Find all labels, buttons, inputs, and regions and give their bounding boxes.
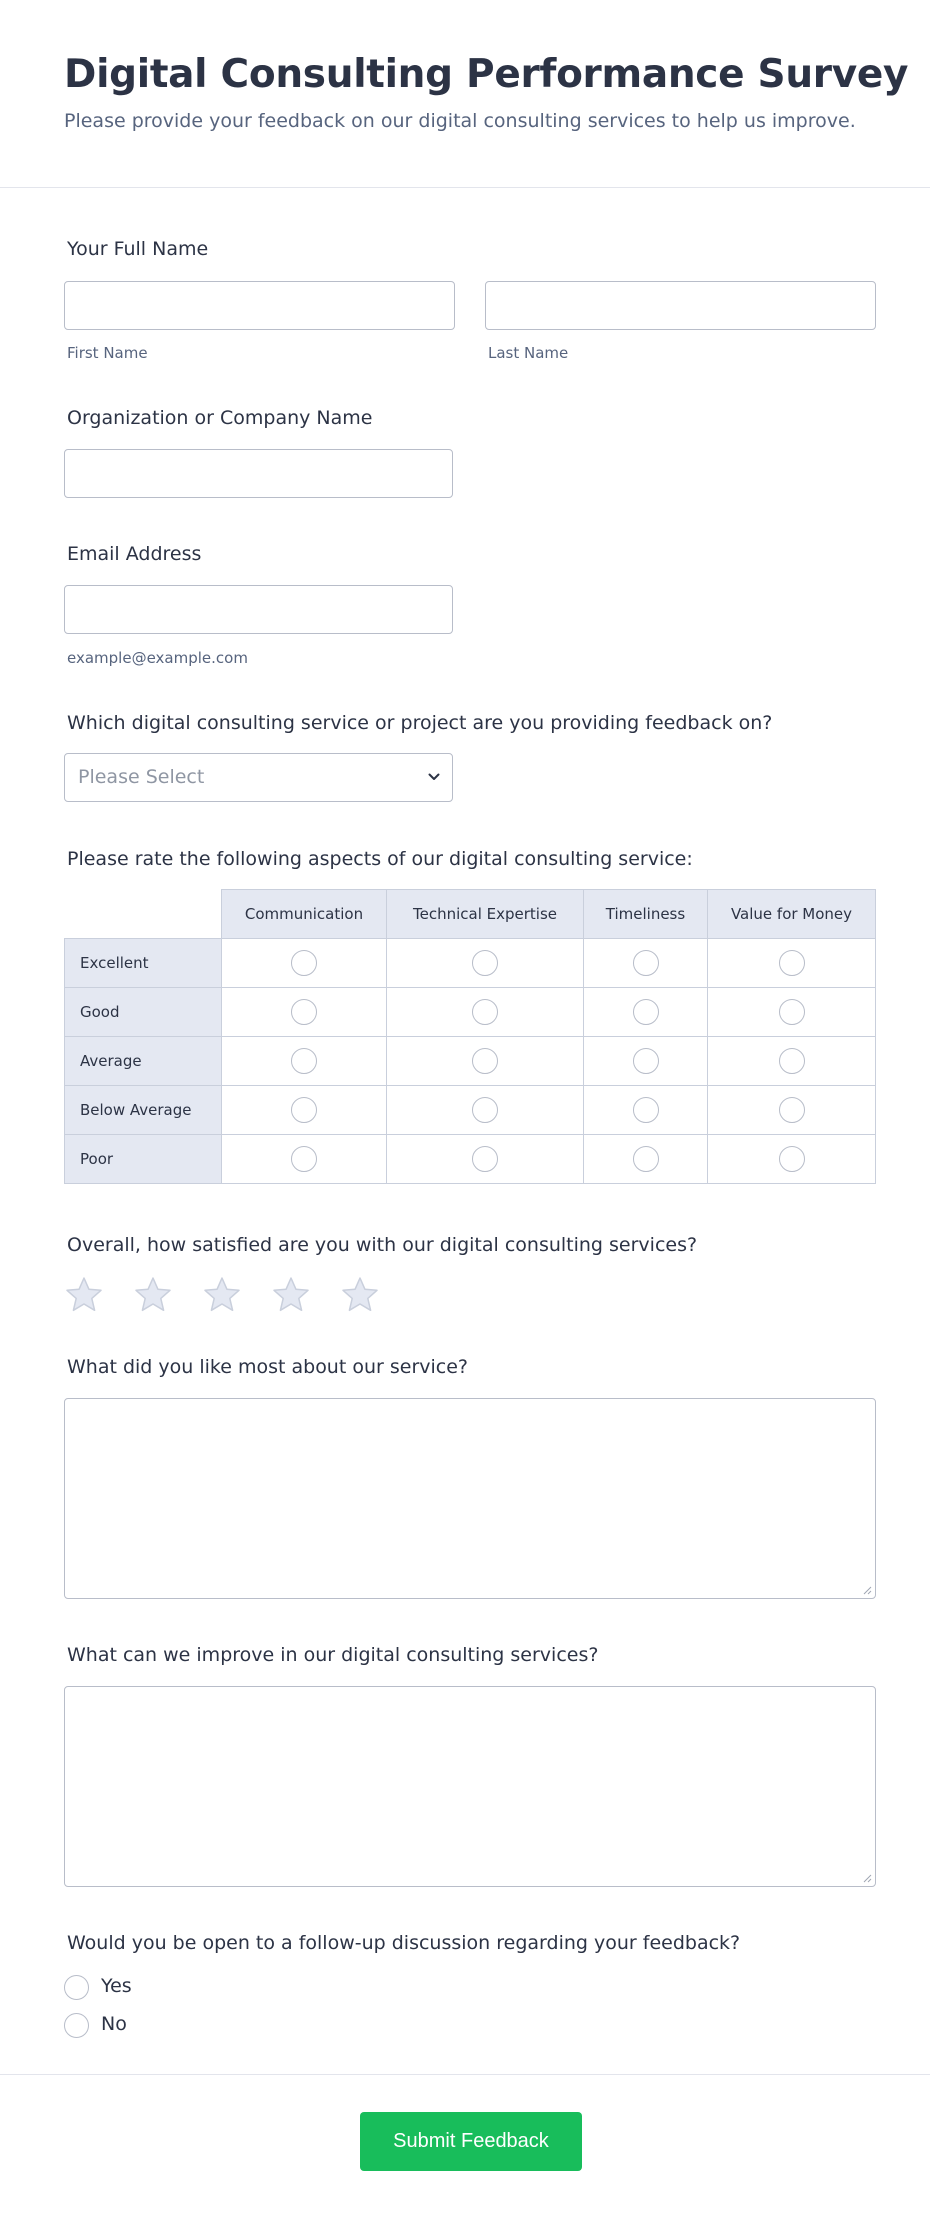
matrix-radio[interactable] <box>779 999 805 1025</box>
form-header <box>0 0 930 188</box>
matrix-radio[interactable] <box>633 1146 659 1172</box>
matrix-col-technical-expertise: Technical Expertise <box>386 889 584 939</box>
matrix-radio[interactable] <box>633 1048 659 1074</box>
page-subtitle: Please provide your feedback on our digital consulting services to help us improve. <box>64 110 856 132</box>
company-label: Organization or Company Name <box>67 407 373 429</box>
email-label: Email Address <box>67 543 202 565</box>
matrix-radio[interactable] <box>291 1097 317 1123</box>
rating-matrix-label: Please rate the following aspects of our digital consulting service: <box>67 848 693 870</box>
satisfaction-label: Overall, how satisfied are you with our digital consulting services? <box>67 1234 698 1256</box>
service-select-value: Please Select <box>78 766 205 788</box>
matrix-row-excellent: Excellent <box>64 938 222 988</box>
matrix-cell <box>221 938 387 988</box>
matrix-cell <box>386 1085 584 1135</box>
liked-textarea[interactable] <box>64 1398 876 1599</box>
star-icon[interactable] <box>340 1275 380 1315</box>
followup-label: Would you be open to a follow-up discussion regarding your feedback? <box>67 1932 741 1954</box>
matrix-cell <box>583 987 708 1037</box>
matrix-row-average: Average <box>64 1036 222 1086</box>
matrix-cell <box>221 987 387 1037</box>
star-icon[interactable] <box>271 1275 311 1315</box>
matrix-row-good: Good <box>64 987 222 1037</box>
full-name-label: Your Full Name <box>67 238 209 260</box>
matrix-radio[interactable] <box>472 1048 498 1074</box>
matrix-cell <box>583 1036 708 1086</box>
matrix-cell <box>707 938 876 988</box>
matrix-col-timeliness: Timeliness <box>583 889 708 939</box>
matrix-radio[interactable] <box>291 1048 317 1074</box>
email-input[interactable] <box>64 585 453 634</box>
email-sublabel: example@example.com <box>67 649 248 667</box>
last-name-input[interactable] <box>485 281 876 330</box>
matrix-radio[interactable] <box>779 1146 805 1172</box>
matrix-cell <box>386 938 584 988</box>
matrix-radio[interactable] <box>472 1146 498 1172</box>
matrix-cell <box>707 1036 876 1086</box>
improve-label: What can we improve in our digital consulting services? <box>67 1644 599 1666</box>
last-name-sublabel: Last Name <box>488 344 569 362</box>
improve-textarea[interactable] <box>64 1686 876 1887</box>
star-icon[interactable] <box>64 1275 104 1315</box>
matrix-radio[interactable] <box>779 1048 805 1074</box>
followup-yes-radio[interactable] <box>64 1975 89 2000</box>
matrix-radio[interactable] <box>291 1146 317 1172</box>
matrix-col-communication: Communication <box>221 889 387 939</box>
matrix-cell <box>386 1036 584 1086</box>
matrix-cell <box>707 987 876 1037</box>
matrix-radio[interactable] <box>633 999 659 1025</box>
matrix-cell <box>583 1134 708 1184</box>
matrix-cell <box>221 1085 387 1135</box>
star-icon[interactable] <box>133 1275 173 1315</box>
matrix-col-value-for-money: Value for Money <box>707 889 876 939</box>
matrix-row-below-average: Below Average <box>64 1085 222 1135</box>
matrix-row-poor: Poor <box>64 1134 222 1184</box>
chevron-down-icon <box>428 771 440 783</box>
followup-no-label[interactable]: No <box>101 2013 127 2035</box>
followup-no-radio[interactable] <box>64 2013 89 2038</box>
resize-handle-icon[interactable] <box>862 1585 872 1595</box>
matrix-radio[interactable] <box>472 999 498 1025</box>
page-title: Digital Consulting Performance Survey <box>64 52 909 97</box>
service-select[interactable] <box>64 753 453 802</box>
service-label: Which digital consulting service or project are you providing feedback on? <box>67 712 773 734</box>
matrix-cell <box>386 1134 584 1184</box>
company-input[interactable] <box>64 449 453 498</box>
matrix-cell <box>386 987 584 1037</box>
matrix-radio[interactable] <box>633 1097 659 1123</box>
matrix-radio[interactable] <box>472 950 498 976</box>
matrix-radio[interactable] <box>779 950 805 976</box>
resize-handle-icon[interactable] <box>862 1873 872 1883</box>
matrix-cell <box>707 1134 876 1184</box>
matrix-cell <box>583 938 708 988</box>
first-name-input[interactable] <box>64 281 455 330</box>
matrix-cell <box>707 1085 876 1135</box>
matrix-cell <box>583 1085 708 1135</box>
matrix-radio[interactable] <box>779 1097 805 1123</box>
matrix-cell <box>221 1036 387 1086</box>
first-name-sublabel: First Name <box>67 344 148 362</box>
submit-feedback-button[interactable]: Submit Feedback <box>360 2112 582 2171</box>
matrix-radio[interactable] <box>472 1097 498 1123</box>
rating-matrix <box>64 889 876 1187</box>
footer-divider <box>0 2074 930 2075</box>
liked-label: What did you like most about our service? <box>67 1356 469 1378</box>
followup-yes-label[interactable]: Yes <box>101 1975 132 1997</box>
matrix-radio[interactable] <box>633 950 659 976</box>
star-icon[interactable] <box>202 1275 242 1315</box>
matrix-cell <box>221 1134 387 1184</box>
matrix-radio[interactable] <box>291 950 317 976</box>
matrix-radio[interactable] <box>291 999 317 1025</box>
